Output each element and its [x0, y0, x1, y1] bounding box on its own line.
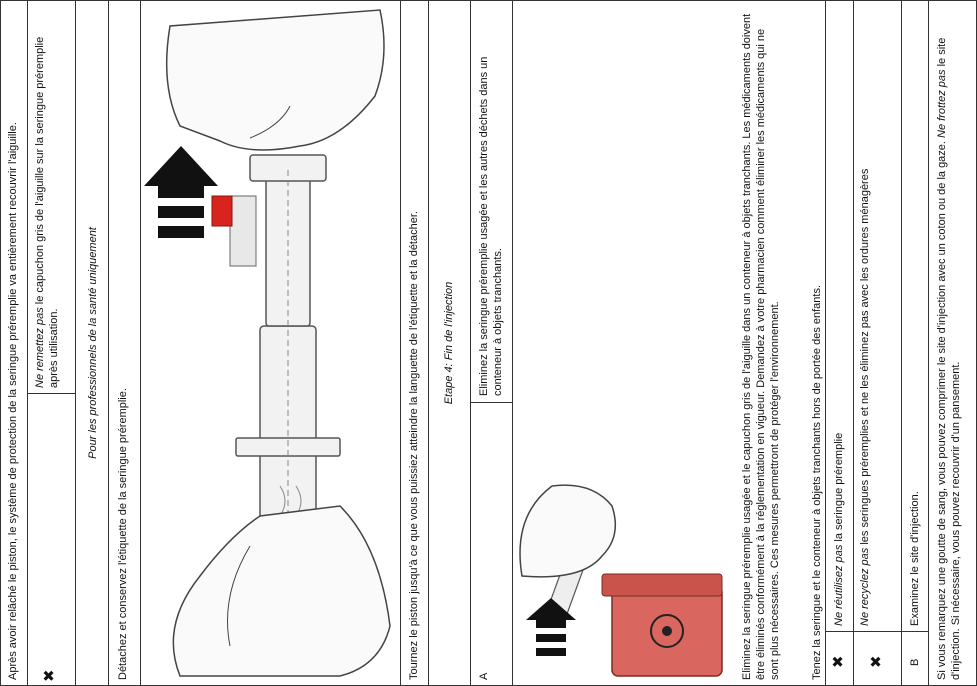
blood-drop-text: [935, 6, 963, 680]
detach-label-text: Détachez et conservez l'étiquette de la seringue préremplie.: [117, 388, 129, 680]
blood-drop-p1: Si vous remarquez une goutte de sang, vous pouvez comprimer le site d'injection avec un coton ou de la gaze.: [936, 137, 948, 680]
label-tab: [212, 196, 232, 226]
no-recycle-rest: les seringues préremplies et ne les éliminez pas avec les ordures ménagères: [859, 168, 871, 548]
plunger-head: [250, 155, 326, 181]
turn-plunger-text: Tournez le piston jusqu'à ce que vous puissiez atteindre la languette de l'étiquette et la détacher.: [408, 211, 420, 680]
step-a-letter: A: [478, 672, 490, 680]
x-mark-icon: ✖: [867, 655, 885, 668]
row-no-recap: [33, 8, 61, 388]
keep-away-children: Tenez la seringue et le conteneur à objets tranchants hors de portée des enfants.: [811, 284, 823, 680]
right-hand: [167, 10, 384, 150]
syringe-label-illustration: [140, 0, 400, 686]
x-mark-icon: ✖: [40, 669, 58, 682]
disposal-paragraph: Eliminez la seringue préremplie usagée et le capuchon gris de l'aiguille dans un conteneur à objets tranchants. Les médicaments doivent être éliminés conformément à la réglementation en vigueur. Demandez à votre pharmacien comment éliminer les médicaments qui ne sont plus nécessaires. Ces mesures permettront de protéger l'environnement.: [741, 13, 781, 680]
disposal-hand: [520, 485, 615, 577]
x-mark-icon: ✖: [829, 655, 847, 668]
sharps-disposal-illustration: [512, 0, 740, 686]
no-reuse-em: Ne réutilisez pas: [833, 544, 845, 626]
pull-arrow: [144, 146, 218, 238]
no-recycle-text: [858, 26, 872, 626]
blood-drop-p2: le site d'injection. Si nécessaire, vous pouvez recouvrir d'un pansement.: [936, 37, 962, 680]
frame-top: [0, 0, 1, 686]
no-rub-em: Ne frottez pas: [936, 69, 948, 138]
step-b-letter: B: [909, 658, 921, 666]
row-protection-text: Après avoir relâché le piston, le système de protection de la seringue préremplie va entièrement recouvrir l'aiguille.: [7, 122, 19, 680]
step-b-text: Examinez le site d'injection.: [909, 491, 921, 626]
sharps-container: [602, 574, 722, 676]
health-pro-heading: Pour les professionnels de la santé uniquement: [87, 227, 99, 459]
no-recap-text: le capuchon gris de l'aiguille sur la seringue préremplie après utilisation.: [34, 36, 60, 388]
no-reuse-text: [832, 6, 846, 626]
left-hand: [173, 506, 390, 676]
no-reuse-rest: la seringue préremplie: [833, 432, 845, 545]
step4-heading: Etape 4: Fin de l'injection: [443, 281, 455, 405]
no-recap-em: Ne remettez pas: [34, 307, 46, 388]
step-a-text: Eliminez la seringue préremplie usagée et les autres déchets dans un conteneur à objets tranchants.: [478, 56, 504, 396]
syringe-label: [230, 196, 256, 266]
no-recycle-em: Ne recyclez pas: [859, 547, 871, 626]
